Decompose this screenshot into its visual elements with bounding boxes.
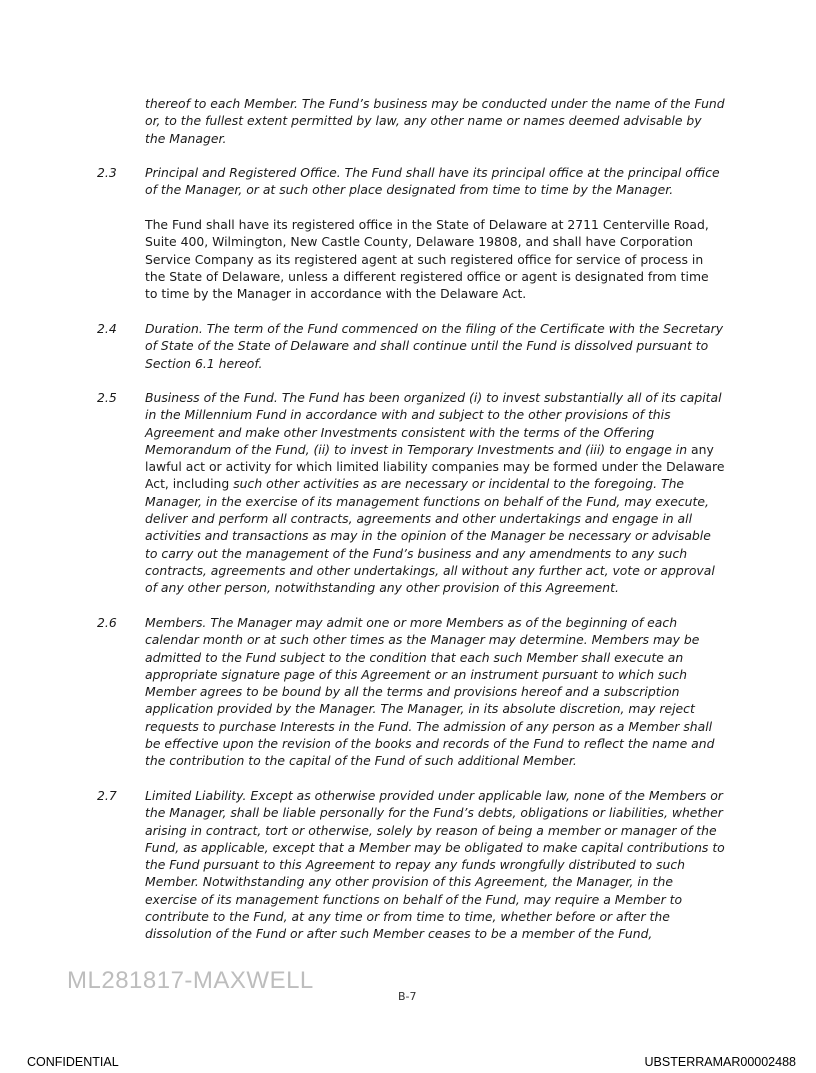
section-title: Business of the Fund. [145,390,278,405]
section-number: 2.3 [97,165,117,180]
section-2-6-paragraph [145,614,725,770]
section-text-part1: The Fund has been organized (i) to invest substantially all of its capital in the Millennium Fund in accordance with and subject to the other provisions of this Agreement and make other Investments consistent with the terms of the Offering Memorandum of the Fund, (ii) to invest in Temporary Investments and (iii) to engage in [145,390,722,457]
section-2-3-registered-office: The Fund shall have its registered office in the State of Delaware at 2711 Centerville Road, Suite 400, Wilmington, New Castle County, Delaware 19808, and shall have Corporation Service Company as its registered agent at such registered office for service of process in the State of Delaware, unless a different registered office or agent is designated from time to time by the Manager in accordance with the Delaware Act. [145,217,709,302]
section-text: The Manager may admit one or more Members as of the beginning of each calendar month or at such other times as the Manager may determine. Members may be admitted to the Fund subject to the condition that each such Member shall execute an appropriate signature page of this Agreement or an instrument pursuant to which such Member agrees to be bound by all the terms and provisions hereof and a subscription application provided by the Manager. The Manager, in its absolute discretion, may reject requests to purchase Interests in the Fund. The admission of any person as a Member shall be effective upon the revision of the books and records of the Fund to reflect the name and the contribution to the capital of the Fund of such additional Member. [145,615,715,769]
bates-number: UBSTERRAMAR00002488 [644,1055,796,1069]
section-text-part2: any lawful act or activity for which limited liability companies may be formed under the Delaware Act, including [145,441,725,492]
section-title: Members. [145,615,207,630]
section-2-3-paragraph [145,164,725,199]
section-2-4-paragraph [145,320,725,372]
confidential-label: CONFIDENTIAL [27,1055,119,1069]
section-number: 2.5 [97,390,117,405]
section-title: Limited Liability. [145,788,247,803]
section-text-part3: such other activities as are necessary or incidental to the foregoing. The Manager, in the exercise of its management functions on behalf of the Fund, may execute, deliver and perform all contracts, agreements and other undertakings and engage in all activities and transactions as may in the opinion of the Manager be necessary or advisable to carry out the management of the Fund’s business and any amendments to any such contracts, agreements and other undertakings, all without any further act, vote or approval of any other person, notwithstanding any other provision of this Agreement. [145,476,715,596]
section-title: Principal and Registered Office. [145,165,341,180]
section-text: The Fund shall have its principal office at the principal office of the Manager, or at such other place designated from time to time by the Manager. [145,165,720,198]
section-number: 2.6 [97,615,117,630]
section-number: 2.7 [97,788,117,803]
intro-paragraph: thereof to each Member. The Fund’s business may be conducted under the name of the Fund or, to the fullest extent permitted by law, any other name or names deemed advisable by the Manager. [145,96,725,146]
section-number: 2.4 [97,321,117,336]
section-title: Duration. [145,321,203,336]
document-watermark: ML281817-MAXWELL [67,967,314,994]
section-2-7-paragraph [145,787,725,943]
section-text: The term of the Fund commenced on the filing of the Certificate with the Secretary of State of the State of Delaware and shall continue until the Fund is dissolved pursuant to Section 6.1 hereof. [145,321,724,371]
section-text: Except as otherwise provided under applicable law, none of the Members or the Manager, shall be liable personally for the Fund’s debts, obligations or liabilities, whether arising in contract, tort or otherwise, solely by reason of being a member or manager of the Fund, as applicable, except that a Member may be obligated to make capital contributions to the Fund pursuant to this Agreement to repay any funds wrongfully distributed to such Member. Notwithstanding any other provision of this Agreement, the Manager, in the exercise of its management functions on behalf of the Fund, may require a Member to contribute to the Fund, at any time or from time to time, whether before or after the dissolution of the Fund or after such Member ceases to be a member of the Fund, [145,788,725,942]
section-2-5-paragraph [145,389,725,597]
page-number: B-7 [398,990,417,1003]
